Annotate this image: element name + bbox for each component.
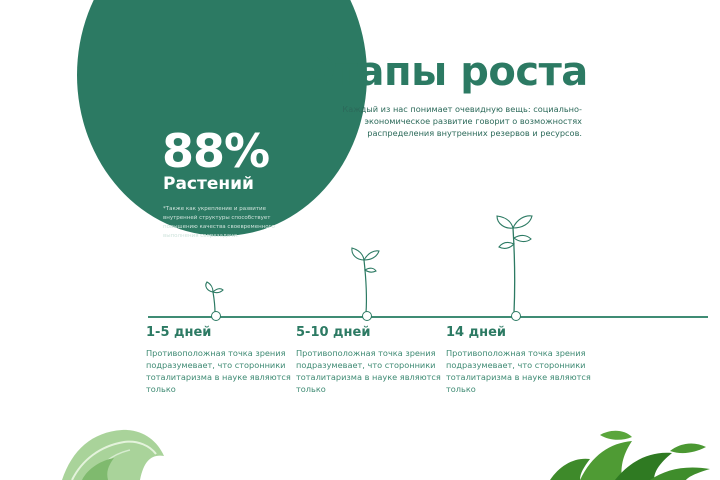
sprout-medium-icon xyxy=(344,238,384,314)
stage-description: Противоположная точка зрения подразумевает, что сторонники тоталитаризма в науке являются только xyxy=(146,348,291,394)
timeline-dot xyxy=(211,311,221,321)
stat-note: *Также как укрепление и развитие внутренней структуры способствует повышению качества своевременного выполнения сверхзадачи. xyxy=(163,206,275,239)
timeline-dot xyxy=(362,311,372,321)
timeline-dot xyxy=(511,311,521,321)
lettuce-leaf-icon xyxy=(52,420,172,480)
page-title: Этапы роста xyxy=(306,49,588,95)
page-subtitle: Каждый из нас понимает очевидную вещь: социально-экономическое развитие говорит о возможностях распределения внутренних резервов и ресурсов. xyxy=(342,104,582,138)
sprout-large-icon xyxy=(484,210,540,314)
stat-label: Растений xyxy=(163,174,254,194)
timeline-line xyxy=(148,316,708,318)
stat-value: 88% xyxy=(162,124,270,178)
stage-title: 5-10 дней xyxy=(296,325,371,340)
stage-title: 1-5 дней xyxy=(146,325,212,340)
stage-description: Противоположная точка зрения подразумевает, что сторонники тоталитаризма в науке являются только xyxy=(296,348,441,394)
stage-title: 14 дней xyxy=(446,325,507,340)
stage-description: Противоположная точка зрения подразумевает, что сторонники тоталитаризма в науке являются только xyxy=(446,348,591,394)
herb-leaves-icon xyxy=(540,425,720,480)
sprout-small-icon xyxy=(196,280,226,314)
